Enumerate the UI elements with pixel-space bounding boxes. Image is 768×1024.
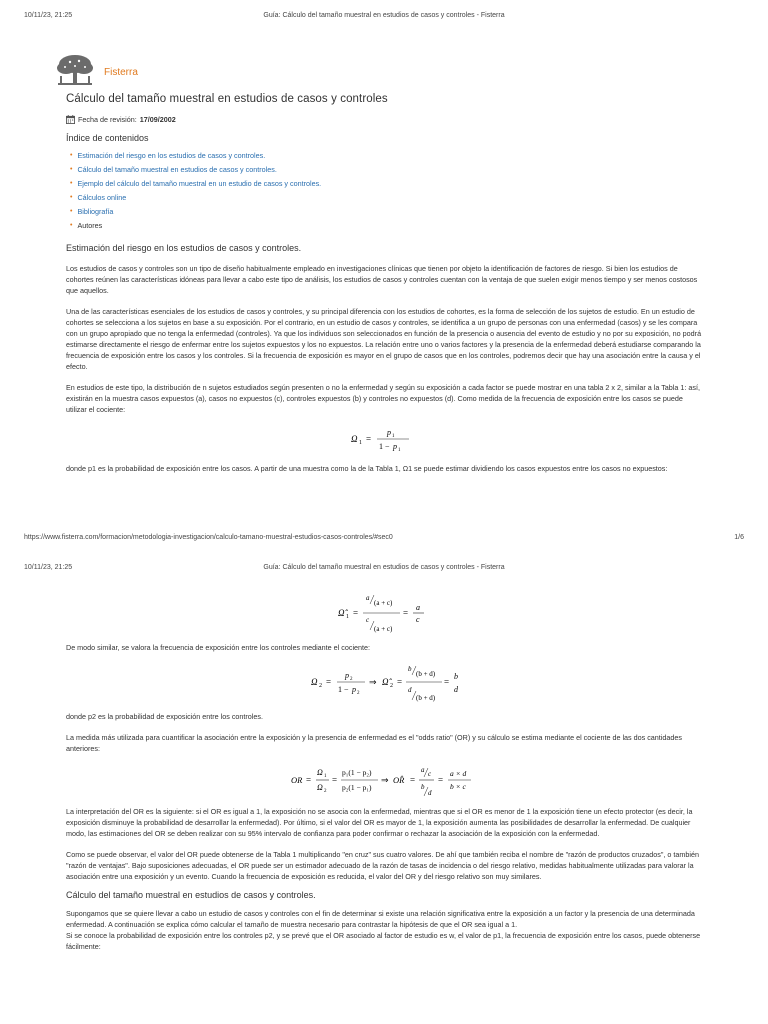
paragraph: Supongamos que se quiere llevar a cabo un estudio de casos y controles con el fin de determinar si existe una relación significativa entre la exposición a un factor y la presencia de una determinada enfermedad. A continuación se explica cómo calcular el tamaño de muestra necesario para contrastar la hipótesis de que el OR sea igual a 1.: [66, 909, 695, 929]
svg-text:=: =: [444, 677, 450, 687]
article-intro: [66, 93, 702, 484]
tree-logo-icon: [52, 52, 98, 92]
paragraph: Una de las características esenciales de los estudios de casos y controles, y su principal diferencia con los estudios de cohortes, es la forma de selección de los sujetos de estudio. En un estudio de cohortes se selecciona a los sujetos en base a su exposición. Por el contrario, en un estudio de casos y controles, se identifica a un grupo de personas con una enfermedad (casos) y se les compara con un grupo apropiado que no tenga la enfermedad (controles). Ya que los individuos son seleccionados en función de la presencia o ausencia del evento de estudio y no por su exposición, no podrá estimarse directamente el riesgo de enfermar entre los sujetos expuestos y los no expuestos. La relación entre uno o varios factores y la presencia de la enfermedad deberá estudiarse comparando la frecuencia de exposición entre los casos y los controles. Si la frecuencia de exposición es mayor en el grupo de casos que en los controles, podremos decir que hay una asociación entre la causa y el efecto.: [66, 307, 702, 371]
svg-text:1: 1: [398, 448, 401, 453]
svg-text:b: b: [408, 665, 412, 673]
svg-text:c: c: [416, 615, 420, 624]
print-page-number: 1/6: [734, 534, 744, 541]
formula-omega2: [66, 663, 702, 703]
svg-text:1: 1: [324, 774, 327, 779]
calendar-icon: [66, 115, 75, 124]
article-continued: [66, 592, 702, 962]
svg-text:p: p: [345, 671, 349, 680]
table-of-contents: [66, 149, 702, 233]
print-datetime: 10/11/23, 21:25: [24, 564, 73, 571]
paragraph: La interpretación del OR es la siguiente: si el OR es igual a 1, la exposición no se asocia con la enfermedad, mientras que si el OR es menor de 1 la exposición tiene un efecto protector (es decir, la exposición disminuye la probabilidad de desarrollar la enfermedad). Por último, si el valor del OR es mayor de 1, la exposición aumenta las posibilidades de desarrollar la enfermedad. De cualquier modo, las estimaciones del OR se deben realizar con su 95% intervalo de confianza para poder confirmar o rechazar la asociación de la exposición con la enfermedad.: [66, 807, 693, 838]
toc-title: Índice de contenidos: [66, 133, 149, 143]
svg-text:p₂(1 − p₁): p₂(1 − p₁): [342, 783, 372, 792]
paragraph: donde p2 es la probabilidad de exposición entre los controles.: [66, 712, 263, 721]
bullet-icon: •: [70, 194, 73, 201]
toc-item-autores[interactable]: • Autores: [66, 219, 702, 233]
svg-text:a: a: [416, 603, 420, 612]
bullet-icon: •: [70, 152, 73, 159]
formula-omega1: [66, 425, 702, 453]
svg-text:=: =: [410, 775, 416, 785]
formula-odds-ratio: [66, 764, 702, 798]
print-datetime: 10/11/23, 21:25: [24, 12, 73, 19]
svg-text:Ω: Ω: [351, 434, 358, 444]
svg-text:1: 1: [346, 614, 349, 620]
svg-text:=: =: [326, 677, 332, 687]
print-page-2: [0, 548, 768, 1024]
svg-text:a: a: [366, 594, 370, 602]
svg-text:Ω̂: Ω̂: [382, 677, 389, 687]
svg-text:(b + d): (b + d): [416, 670, 436, 678]
svg-text:c: c: [428, 770, 432, 778]
svg-text:OR̂: OR̂: [393, 775, 405, 785]
paragraph: donde p1 es la probabilidad de exposición entre los casos. A partir de una muestra como la de la Tabla 1, Ω1 se puede estimar dividiendo los casos expuestos entre los casos no expuestos:: [66, 464, 668, 473]
section-title-estimacion: Estimación del riesgo en los estudios de casos y controles.: [66, 243, 302, 253]
svg-text:=: =: [403, 608, 409, 618]
svg-text:p: p: [387, 428, 391, 437]
svg-text:d: d: [428, 789, 432, 797]
svg-text:=: =: [332, 775, 338, 785]
revision-label: Fecha de revisión:: [78, 115, 137, 124]
paragraph: La medida más utilizada para cuantificar la asociación entre la exposición y la presencia de enfermedad es el "odds ratio" (OR) y su cálculo se estima mediante el cociente de las dos cantidades anteriores:: [66, 733, 682, 753]
print-doc-title: Guía: Cálculo del tamaño muestral en estudios de casos y controles - Fisterra: [263, 12, 505, 19]
section-title-calculo: Cálculo del tamaño muestral en estudios de casos y controles.: [66, 890, 316, 900]
bullet-icon: •: [70, 222, 73, 229]
svg-text:=: =: [353, 608, 359, 618]
svg-text:2: 2: [350, 677, 353, 682]
toc-item-estimacion[interactable]: • Estimación del riesgo en los estudios de casos y controles.: [66, 149, 702, 163]
svg-text:b: b: [454, 672, 458, 681]
svg-text:p: p: [393, 442, 397, 451]
svg-text:c: c: [366, 616, 370, 624]
svg-text:1 −: 1 −: [338, 685, 349, 694]
svg-text:b: b: [421, 783, 425, 791]
svg-text:2: 2: [319, 683, 322, 689]
svg-text:Ω: Ω: [317, 768, 323, 777]
svg-text:(a + c): (a + c): [374, 625, 393, 633]
svg-text:⇒: ⇒: [369, 677, 377, 687]
svg-text:Ω: Ω: [311, 677, 318, 687]
svg-text:2: 2: [324, 789, 327, 794]
toc-item-calculo[interactable]: • Cálculo del tamaño muestral en estudios de casos y controles.: [66, 163, 702, 177]
svg-text:2: 2: [357, 691, 360, 696]
svg-text:1 −: 1 −: [379, 442, 390, 451]
svg-text:OR: OR: [291, 775, 303, 785]
paragraph: Si se conoce la probabilidad de exposición entre los controles p2, y se prevé que el OR asociado al factor de estudio es w, el valor de p1, la frecuencia de exposición entre los casos, puede obtenerse fácilmente:: [66, 931, 701, 951]
svg-text:(a + c): (a + c): [374, 599, 393, 607]
svg-text:Ω: Ω: [317, 783, 323, 792]
svg-text:=: =: [306, 775, 312, 785]
brand-name: Fisterra: [104, 66, 138, 78]
svg-text:2: 2: [390, 683, 393, 689]
svg-text:d: d: [408, 686, 412, 694]
paragraph: Los estudios de casos y controles son un tipo de diseño habitualmente empleado en investigaciones clínicas que tienen por objeto la identificación de factores de riesgo. Si bien los estudios de cohortes reúnen las características idóneas para llevar a cabo este tipo de análisis, los estudios de casos y controles cuentan con la ventaja de que suelen exigir menos tiempo y ser menos costosos que aquellos.: [66, 264, 698, 295]
svg-text:d: d: [454, 685, 458, 694]
svg-text:a × d: a × d: [450, 769, 467, 778]
svg-text:a: a: [421, 766, 425, 774]
toc-item-calculos-online[interactable]: • Cálculos online: [66, 191, 702, 205]
svg-text:=: =: [438, 775, 444, 785]
svg-text:b × c: b × c: [450, 782, 466, 791]
formula-omega1-hat: [66, 592, 702, 634]
svg-text:(b + d): (b + d): [416, 694, 436, 702]
article-title: Cálculo del tamaño muestral en estudios de casos y controles: [66, 93, 388, 105]
svg-text:1: 1: [359, 440, 362, 446]
print-doc-title: Guía: Cálculo del tamaño muestral en estudios de casos y controles - Fisterra: [263, 564, 505, 571]
paragraph: De modo similar, se valora la frecuencia de exposición entre los controles mediante el cociente:: [66, 643, 371, 652]
svg-text:1: 1: [392, 434, 395, 439]
toc-item-bibliografia[interactable]: • Bibliografía: [66, 205, 702, 219]
paragraph: Como se puede observar, el valor del OR puede obtenerse de la Tabla 1 multiplicando "en cruz" sus cuatro valores. De ahí que también reciba el nombre de "razón de productos cruzados", o también "razón de ventajas". Bajo suposiciones adecuadas, el OR puede ser un estimador adecuado de la razón de tasas de incidencia o del riesgo relativo, medidas habitualmente utilizadas para valorar la asociación entre una exposición y un evento. Cuando la frecuencia de exposición es reducida, el valor del OR y del riesgo relativo son muy similares.: [66, 850, 699, 881]
print-url[interactable]: https://www.fisterra.com/formacion/metodologia-investigacion/calculo-tamano-muestral-estudios-casos-controles/#sec0: [24, 534, 393, 541]
bullet-icon: •: [70, 180, 73, 187]
paragraph: En estudios de este tipo, la distribución de n sujetos estudiados según presenten o no la enfermedad y según su exposición a cada factor se puede mostrar en una tabla 2 x 2, similar a la Tabla 1: así, existirán en la muestra casos expuestos (a), casos no expuestos (c), controles expuestos (b) y controles no expuestos (d). Como medida de la frecuencia de exposición entre los casos se puede utilizar el cociente:: [66, 383, 700, 414]
svg-text:Ω̂: Ω̂: [338, 608, 345, 618]
revision-date-row: [66, 115, 702, 124]
toc-item-ejemplo[interactable]: • Ejemplo del cálculo del tamaño muestral en un estudio de casos y controles.: [66, 177, 702, 191]
svg-text:⇒: ⇒: [381, 775, 389, 785]
svg-text:=: =: [366, 434, 372, 444]
svg-text:=: =: [397, 677, 403, 687]
bullet-icon: •: [70, 208, 73, 215]
bullet-icon: •: [70, 166, 73, 173]
svg-text:p: p: [352, 685, 356, 694]
revision-date: 17/09/2002: [139, 115, 176, 124]
fisterra-logo[interactable]: [52, 52, 138, 92]
svg-text:p₁(1 − p₂): p₁(1 − p₂): [342, 768, 372, 777]
